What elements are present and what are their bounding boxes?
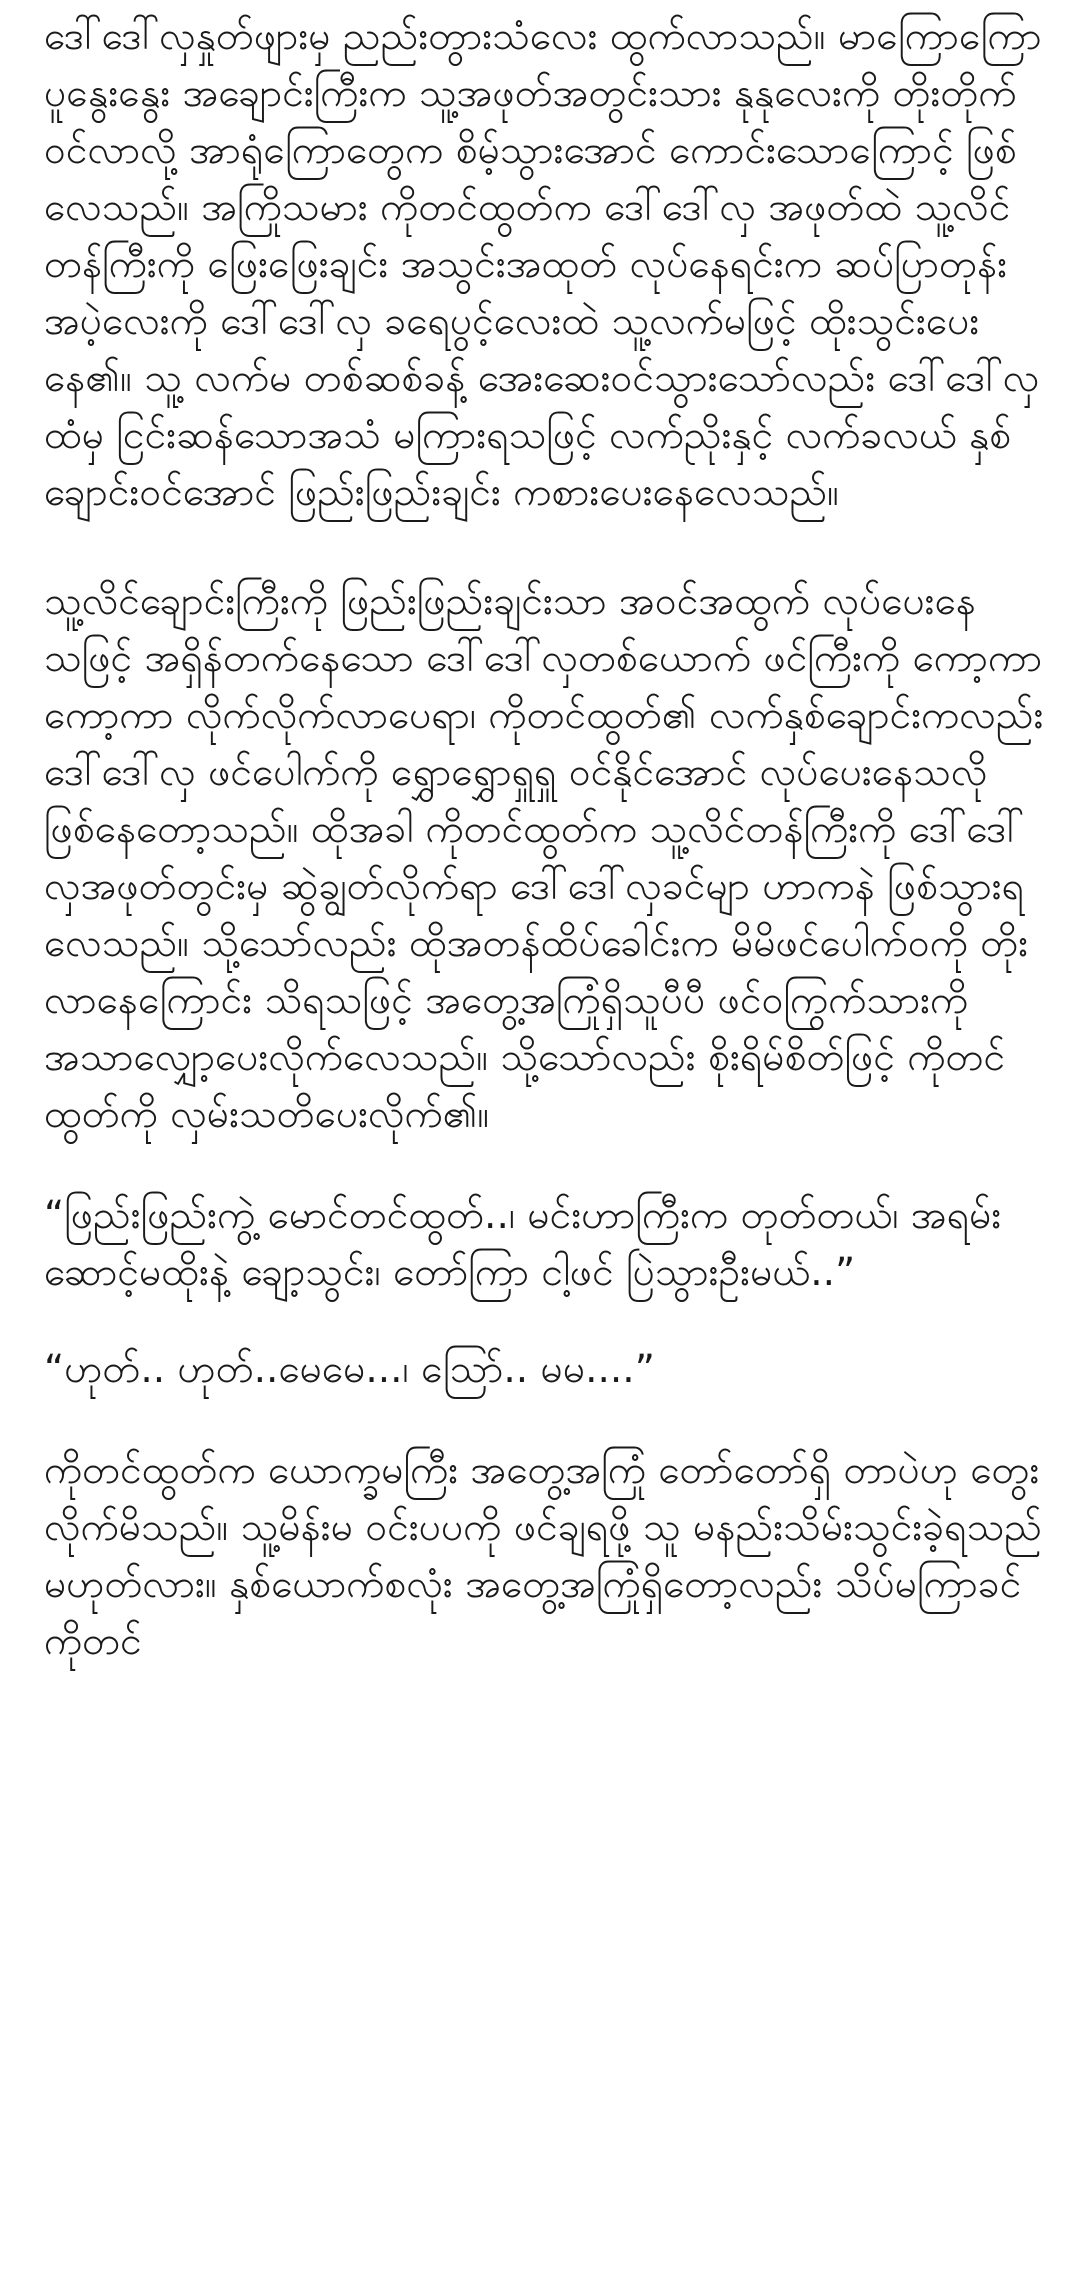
paragraph-5: ကိုတင်ထွတ်က ယောက္ခမကြီး အတွေ့အကြုံ တော်တော်ရှိ တာပဲဟု တွေးလိုက်မိသည်။ သူ့မိန်းမ ဝင်းပပကို ဖင်ချရဖို့ သူ မနည်းသိမ်းသွင်းခဲ့ရသည် မဟုတ်လား။ နှစ်ယောက်စလုံး အတွေ့အကြုံရှိတော့လည်း သိပ်မကြာခင် ကိုတင် [44, 1448, 1042, 1664]
paragraph-2: သူ့လိင်ချောင်းကြီးကို ဖြည်းဖြည်းချင်းသာ အဝင်အထွက် လုပ်ပေးနေသဖြင့် အရှိန်တက်နေသော ဒေါ်ဒေါ်လှတစ်ယောက် ဖင်ကြီးကို ကော့ကာကော့ကာ လိုက်လိုက်လာပေရာ၊ ကိုတင်ထွတ်၏ လက်နှစ်ချောင်းကလည်း ဒေါ်ဒေါ်လှ ဖင်ပေါက်ကို ရွှောရွှောရှူရှူ ဝင်နိုင်အောင် လုပ်ပေးနေသလို ဖြစ်နေတော့သည်။ ထိုအခါ ကိုတင်ထွတ်က သူ့လိင်တန်ကြီးကို ဒေါ်ဒေါ်လှအဖုတ်တွင်းမှ ဆွဲချွတ်လိုက်ရာ ဒေါ်ဒေါ်လှခင်မျာ ဟာကနဲ ဖြစ်သွားရလေသည်။ သို့သော်လည်း ထိုအတန်ထိပ်ခေါင်းက မိမိဖင်ပေါက်ဝကို တိုးလာနေကြောင်း သိရသဖြင့် အတွေ့အကြုံရှိသူပီပီ ဖင်ဝကြွက်သားကို အသာလျှော့ပေးလိုက်လေသည်။ သို့သော်လည်း စိုးရိမ်စိတ်ဖြင့် ကိုတင်ထွတ်ကို လှမ်းသတိပေးလိုက်၏။ [44, 579, 1044, 1137]
paragraph-3-dialogue: “ဖြည်းဖြည်းကွဲ့ မောင်တင်ထွတ်..၊ မင်းဟာကြီးက တုတ်တယ်၊ အရမ်းဆောင့်မထိုးနဲ့ ချော့သွင်း၊ တော်ကြာ ငါ့ဖင် ပြဲသွားဦးမယ်..” [44, 1193, 1002, 1295]
paragraph-4-dialogue: “ဟုတ်.. ဟုတ်..မေမေ...၊ ဩော်.. မမ....” [44, 1347, 655, 1392]
paragraph-1: ဒေါ်ဒေါ်လှနှုတ်ဖျားမှ ညည်းတွားသံလေး ထွက်လာသည်။ မာကြောကြော ပူနွေးနွေး အချောင်းကြီးက သူ့အဖုတ်အတွင်းသား နုနုလေးကို တိုးတိုက်ဝင်လာလို့ အာရုံကြောတွေက စိမ့်သွားအောင် ကောင်းသောကြောင့် ဖြစ်လေသည်။ အကြိုသမား ကိုတင်ထွတ်က ဒေါ်ဒေါ်လှ အဖုတ်ထဲ သူ့လိင်တန်ကြီးကို ဖြေးဖြေးချင်း အသွင်းအထုတ် လုပ်နေရင်းက ဆပ်ပြာတုန်း အပဲ့လေးကို ဒေါ်ဒေါ်လှ ခရေပွင့်လေးထဲ သူ့လက်မဖြင့် ထိုးသွင်းပေးနေ၏။ သူ့ လက်မ တစ်ဆစ်ခန့် အေးဆေးဝင်သွားသော်လည်း ဒေါ်ဒေါ်လှထံမှ ငြင်းဆန်သောအသံ မကြားရသဖြင့် လက်ညိုးနှင့် လက်ခလယ် နှစ်ချောင်းဝင်အောင် ဖြည်းဖြည်းချင်း ကစားပေးနေလေသည်။ [44, 14, 1042, 515]
